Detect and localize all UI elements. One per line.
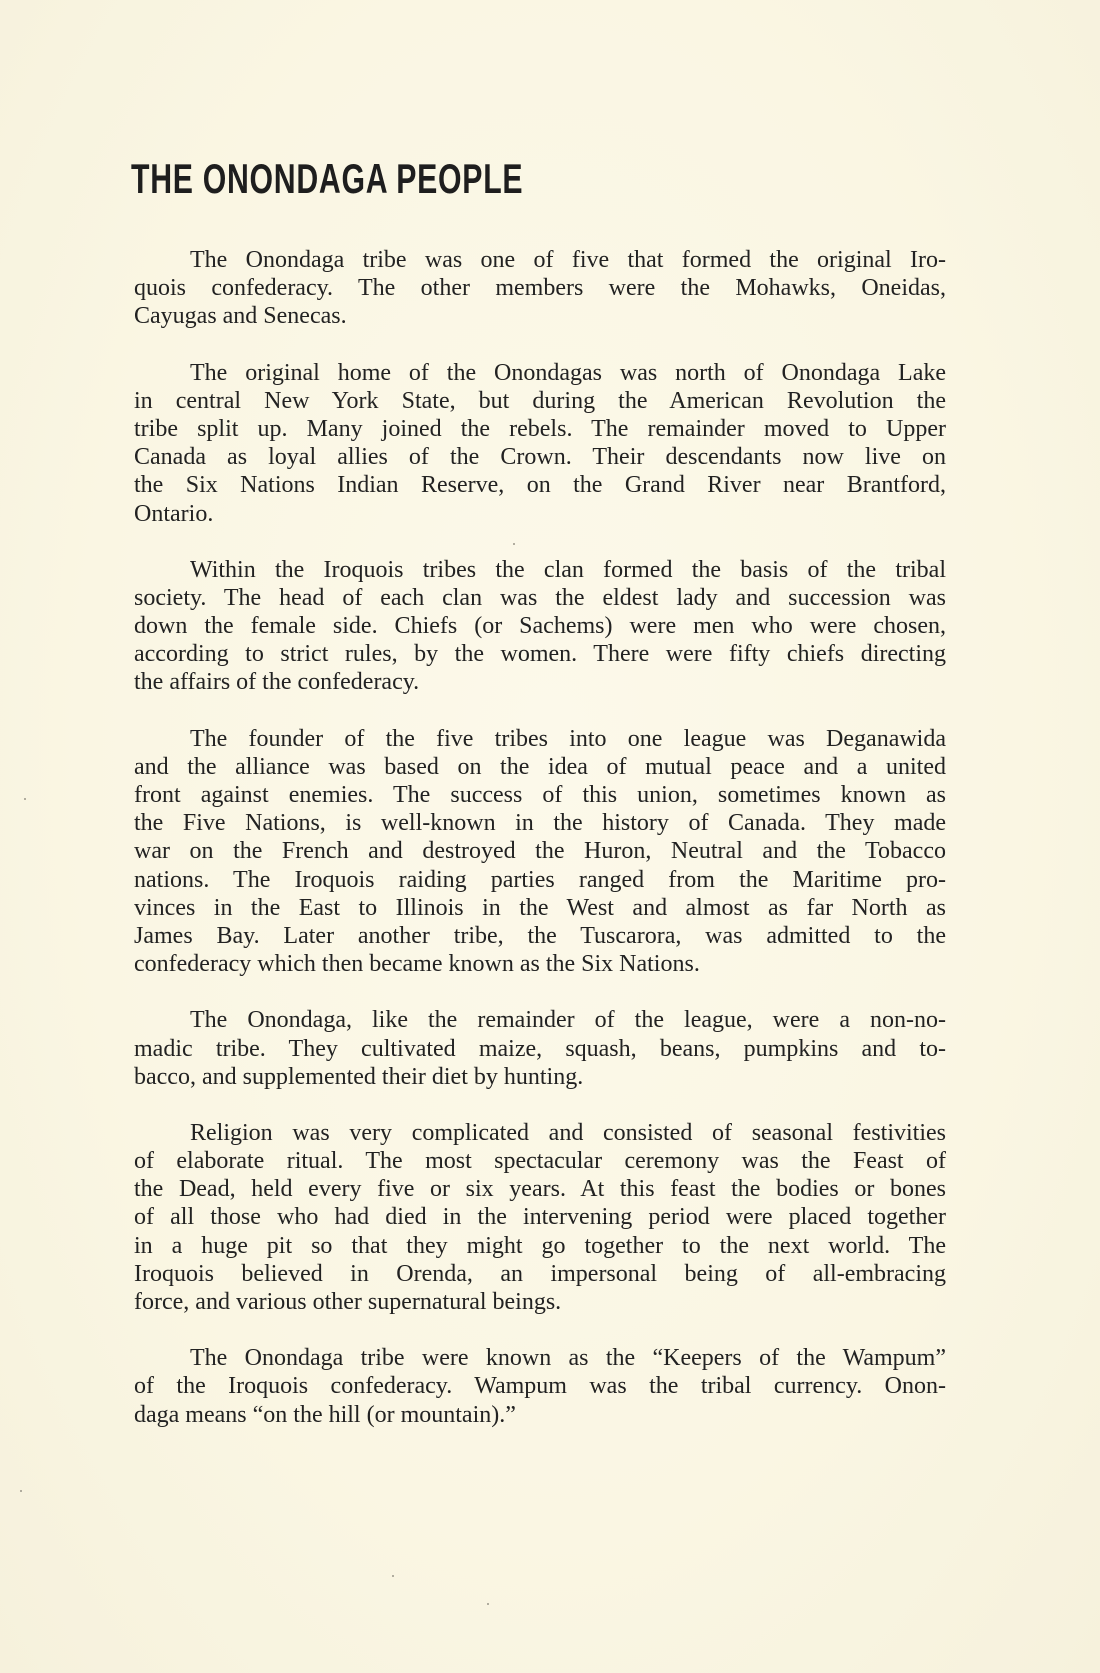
text-line: Ontario. xyxy=(134,500,214,527)
paragraph xyxy=(134,1119,946,1316)
text-line: the Dead, held every five or six years. At this feast the bodies or bones xyxy=(134,1176,946,1203)
text-line: the Five Nations, is well-known in the history of Canada. They made xyxy=(134,810,946,837)
text-line: force, and various other supernatural beings. xyxy=(134,1289,562,1315)
text-line: according to strict rules, by the women. There were fifty chiefs directing xyxy=(134,641,946,668)
text-line: vinces in the East to Illinois in the West and almost as far North as xyxy=(134,894,946,921)
paragraph xyxy=(134,1344,946,1429)
text-line: confederacy which then became known as the Six Nations. xyxy=(134,951,700,978)
text-line: The founder of the five tribes into one league was Deganawida xyxy=(190,725,946,752)
text-line: bacco, and supplemented their diet by hunting. xyxy=(134,1063,584,1090)
text-line: in central New York State, but during the American Revolution the xyxy=(134,387,946,414)
text-line: of the Iroquois confederacy. Wampum was the tribal currency. Onon- xyxy=(134,1373,946,1400)
paper-speck xyxy=(513,543,515,545)
text-line: the affairs of the confederacy. xyxy=(134,669,420,696)
paragraph xyxy=(134,1006,946,1091)
text-line: front against enemies. The success of this union, sometimes known as xyxy=(134,782,946,808)
text-line: The Onondaga tribe was one of five that formed the original Iro- xyxy=(190,247,946,273)
text-line: Cayugas and Senecas. xyxy=(134,303,347,330)
text-line: quois confederacy. The other members were the Mohawks, Oneidas, xyxy=(134,275,946,302)
text-line: Within the Iroquois tribes the clan formed the basis of the tribal xyxy=(190,556,946,583)
text-line: the Six Nations Indian Reserve, on the Grand River near Brantford, xyxy=(134,472,946,499)
text-line: nations. The Iroquois raiding parties ranged from the Maritime pro- xyxy=(134,866,946,893)
text-line: in a huge pit so that they might go together to the next world. The xyxy=(134,1232,946,1259)
text-line: Canada as loyal allies of the Crown. Their descendants now live on xyxy=(134,444,946,471)
text-line: of elaborate ritual. The most spectacular ceremony was the Feast of xyxy=(134,1148,946,1175)
text-line: The original home of the Onondagas was north of Onondaga Lake xyxy=(190,359,946,386)
text-line: tribe split up. Many joined the rebels. The remainder moved to Upper xyxy=(134,415,946,442)
text-line: Religion was very complicated and consisted of seasonal festivities xyxy=(190,1119,946,1146)
text-line: society. The head of each clan was the eldest lady and succession was xyxy=(134,584,946,611)
text-line: and the alliance was based on the idea of mutual peace and a united xyxy=(134,753,946,780)
text-line: The Onondaga tribe were known as the “Keepers of the Wampum” xyxy=(190,1345,946,1372)
paragraph xyxy=(134,246,946,331)
paper-speck xyxy=(487,1603,489,1605)
text-line: The Onondaga, like the remainder of the league, were a non-no- xyxy=(190,1007,946,1034)
text-line: Iroquois believed in Orenda, an impersonal being of all-embracing xyxy=(134,1260,946,1287)
paper-speck xyxy=(20,1490,22,1492)
paper-speck xyxy=(392,1575,394,1577)
paper-speck xyxy=(24,798,26,800)
text-line: of all those who had died in the intervening period were placed together xyxy=(134,1204,946,1231)
text-line: war on the French and destroyed the Huron, Neutral and the Tobacco xyxy=(134,838,946,865)
page-title: THE ONONDAGA PEOPLE xyxy=(131,155,524,202)
text-line: James Bay. Later another tribe, the Tuscarora, was admitted to the xyxy=(134,922,946,949)
text-line: madic tribe. They cultivated maize, squash, beans, pumpkins and to- xyxy=(134,1035,946,1062)
paragraph xyxy=(134,556,946,697)
paragraph xyxy=(134,359,946,528)
document-body xyxy=(134,246,946,1457)
paragraph xyxy=(134,725,946,979)
text-line: daga means “on the hill (or mountain).” xyxy=(134,1401,516,1428)
text-line: down the female side. Chiefs (or Sachems) were men who were chosen, xyxy=(134,613,946,640)
